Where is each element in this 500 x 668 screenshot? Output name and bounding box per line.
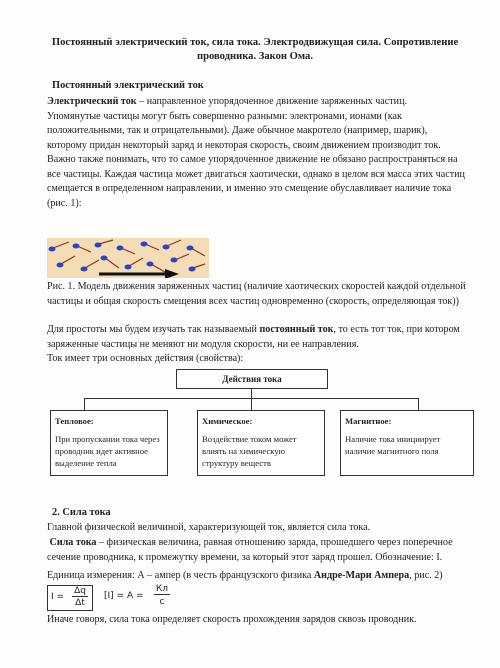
formula-unit [104,583,184,611]
box-text: Воздействие током может влиять на химическую структуру веществ [202,434,297,468]
box-text: При пропускании тока через проводник идет активное выделение тепла [55,434,160,468]
term-direct-current: постоянный ток [259,324,334,335]
formula-lhs: [I] = A = [104,591,144,601]
definition-text: – направленное упорядоченное движение заряженных частиц. [136,96,408,107]
diagram-box-magnetic [340,410,474,476]
diagram-box-chemical [197,410,325,476]
box-label: Магнитное: [345,416,392,426]
formula-current [47,585,93,611]
section1-paragraph [47,95,467,211]
para2-text-a: Для простоты мы будем изучать так называемый [47,324,260,335]
unit-line [47,569,467,584]
term-electric-current: Электрический ток [47,96,137,107]
formula-lhs: I = [51,592,65,602]
box-label: Тепловое: [55,416,94,426]
section2-definition [47,536,467,565]
box-label: Химическое: [202,416,253,426]
particles-illustration [47,238,209,278]
figure-caption: Рис. 1. Модель движения заряженных частиц (наличие хаотических скоростей каждой отдельной частицы и общая скорость смещения всех частиц одновременно (скорость, определяющая ток)) [47,281,466,307]
document-title: Постоянный электрический ток, сила тока. Электродвижущая сила. Сопротивление проводника. Закон Ома. [51,37,459,62]
ampere-name: Андре-Мари Ампера [313,570,410,581]
section2-heading: 2. Сила тока [52,507,111,518]
formula-denominator: Δt [75,598,85,608]
unit-text-a: Единица измерения: А – ампер (в честь французского физика [47,570,314,581]
section1-paragraph2 [47,323,467,352]
section1-heading: Постоянный электрический ток [52,80,204,91]
box-text: Наличие тока инициирует наличие магнитного поля [345,434,441,456]
diagram-root-box: Действия тока [176,369,328,389]
term-current-strength: Сила тока [49,537,97,548]
section1-body-text: Упомянутые частицы могут быть совершенно разными: электронами, ионами (как положительными, так и отрицательными). Даже обычное макротело (например, шарик), которому придан некоторый заряд и некоторая скорость, своим движением производит ток. Важно также понимать, что то самое упорядоченное движение не обязано распространяться на все частицы. Каждая частица может двигаться хаотически, однако в целом вся масса этих частиц смещается в определенном направлении, и именно это смещение обуславливает наличие тока (рис. 1): [47,110,465,209]
formula-denominator: с [159,597,165,607]
definition-text: – физическая величина, равная отношению заряда, прошедшего через поперечное сечение проводника, к промежутку времени, за который этот заряд прошел. Обозначение: I. [47,537,453,563]
particles-drawing [47,238,209,278]
section2-paragraph1: Главной физической величиной, характеризующей ток, является сила тока. [47,522,371,533]
unit-text-b: , рис. 2) [409,570,443,581]
section1-paragraph3: Ток имеет три основных действия (свойства): [47,353,244,364]
diagram-connector [84,398,85,410]
diagram-connector [418,398,419,410]
diagram-box-thermal [50,410,168,476]
formula-numerator: Кл [155,584,169,594]
formula-numerator: Δq [72,586,88,597]
section2-last-paragraph: Иначе говоря, сила тока определяет скорость прохождения зарядов сквозь проводник. [47,614,417,625]
para2-text-b: , то есть тот ток, при котором заряженные частицы не меняют ни модуля скорости, ни ее направления. [47,324,460,350]
diagram-connector [251,398,252,410]
